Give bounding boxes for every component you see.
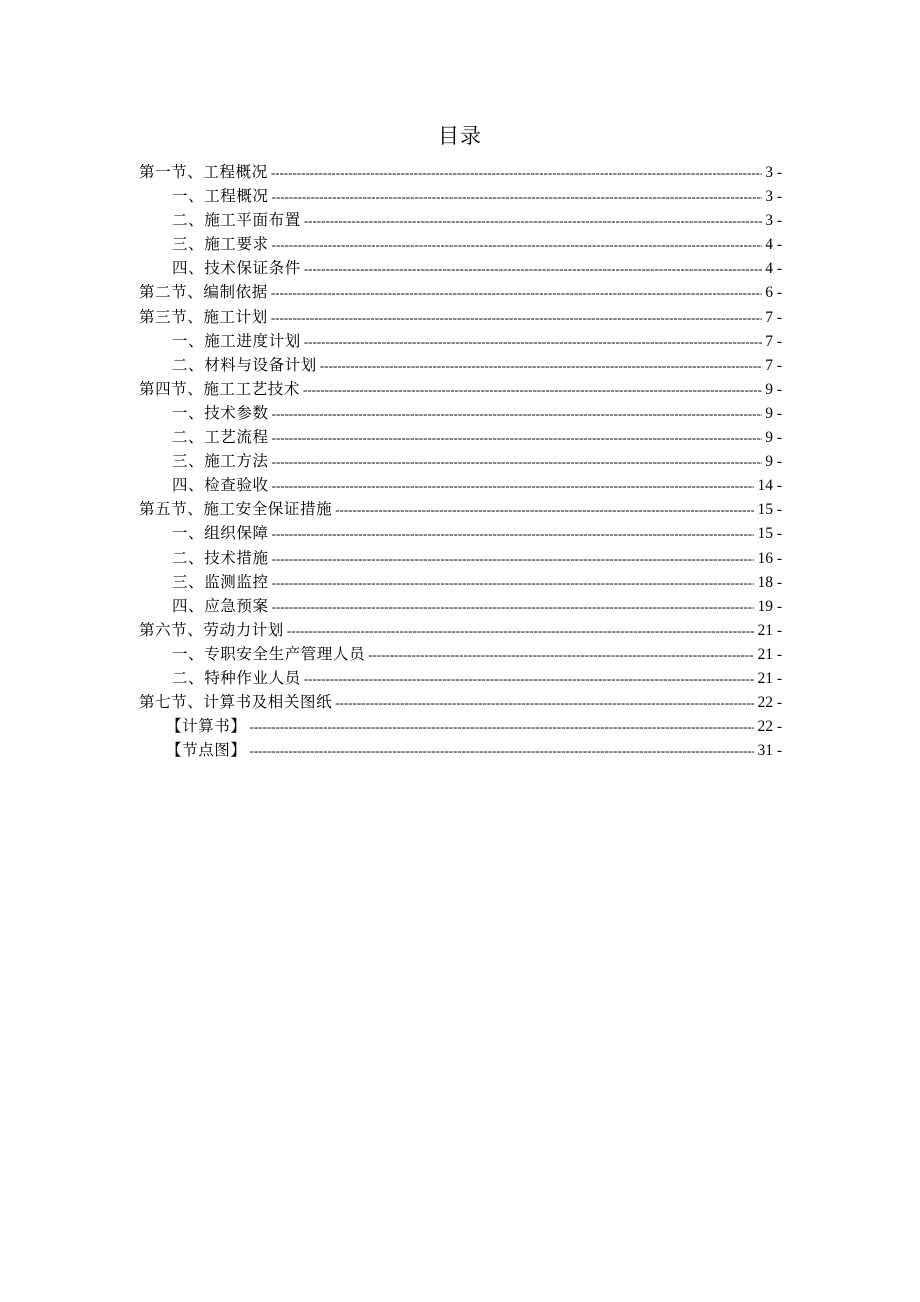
toc-entry-label: 一、技术参数 <box>172 403 269 422</box>
toc-page-number: 7 - <box>765 308 782 326</box>
toc-page-number: 7 - <box>765 332 782 350</box>
toc-page-number: 21 - <box>757 621 782 639</box>
toc-entry-subsection[interactable] <box>139 184 782 208</box>
toc-dot-leader <box>300 378 762 401</box>
toc-dot-leader <box>301 667 755 690</box>
toc-entry-label: 四、检查验收 <box>172 476 269 495</box>
toc-page-number: 22 - <box>757 718 782 736</box>
toc-entry-subsection[interactable] <box>139 642 782 666</box>
toc-page-number: 21 - <box>757 669 782 687</box>
toc-dot-leader <box>269 402 763 425</box>
toc-page-number: 14 - <box>757 477 782 495</box>
toc-entry-subsection[interactable] <box>139 232 782 256</box>
toc-dot-leader <box>269 522 755 545</box>
toc-dot-leader <box>269 547 755 570</box>
toc-entry-subsection[interactable] <box>139 473 782 497</box>
toc-entry-label: 【计算书】 <box>166 717 247 736</box>
toc-entry-label: 第二节、编制依据 <box>139 283 268 302</box>
toc-entry-label: 二、特种作业人员 <box>172 668 301 687</box>
toc-entry-subsection[interactable] <box>139 570 782 594</box>
toc-page-number: 15 - <box>757 525 782 543</box>
toc-entry-label: 第四节、施工工艺技术 <box>139 379 301 398</box>
toc-dot-leader <box>269 571 755 594</box>
toc-dot-leader <box>247 739 755 762</box>
toc-dot-leader <box>269 426 763 449</box>
toc-entry-label: 一、施工进度计划 <box>172 331 301 350</box>
toc-entry-label: 一、专职安全生产管理人员 <box>172 644 366 663</box>
toc-entry-label: 三、施工方法 <box>172 452 269 471</box>
toc-entry-label: 第六节、劳动力计划 <box>139 620 284 639</box>
toc-entry-subsection[interactable] <box>139 208 782 232</box>
toc-dot-leader <box>269 474 755 497</box>
toc-entry-label: 【节点图】 <box>166 741 247 760</box>
toc-entry-subsection[interactable] <box>139 449 782 473</box>
toc-entry-calculation-book[interactable] <box>139 714 782 738</box>
toc-entry-subsection[interactable] <box>139 401 782 425</box>
toc-entry-label: 第七节、计算书及相关图纸 <box>139 693 333 712</box>
toc-page-number: 6 - <box>765 284 782 302</box>
toc-list <box>139 160 782 762</box>
toc-dot-leader <box>269 595 755 618</box>
toc-entry-section-3[interactable] <box>139 305 782 329</box>
toc-dot-leader <box>332 498 754 521</box>
toc-page-number: 31 - <box>757 742 782 760</box>
toc-entry-subsection[interactable] <box>139 256 782 280</box>
toc-entry-label: 三、施工要求 <box>172 235 269 254</box>
toc-entry-label: 二、材料与设备计划 <box>172 355 317 374</box>
toc-page-number: 3 - <box>765 188 782 206</box>
toc-entry-label: 二、施工平面布置 <box>172 211 301 230</box>
toc-entry-node-drawing[interactable] <box>139 738 782 762</box>
toc-page-number: 9 - <box>765 429 782 447</box>
toc-page-number: 7 - <box>765 356 782 374</box>
toc-entry-subsection[interactable] <box>139 329 782 353</box>
toc-page-number: 3 - <box>765 212 782 230</box>
toc-entry-label: 第五节、施工安全保证措施 <box>139 500 333 519</box>
toc-page-number: 4 - <box>765 236 782 254</box>
toc-entry-section-4[interactable] <box>139 377 782 401</box>
toc-entry-label: 一、组织保障 <box>172 524 269 543</box>
toc-entry-subsection[interactable] <box>139 666 782 690</box>
toc-dot-leader <box>365 643 754 666</box>
toc-page-number: 19 - <box>757 597 782 615</box>
toc-entry-label: 第三节、施工计划 <box>139 307 268 326</box>
toc-entry-label: 四、技术保证条件 <box>172 259 301 278</box>
toc-dot-leader <box>268 281 762 304</box>
toc-dot-leader <box>317 354 762 377</box>
toc-dot-leader <box>301 257 762 280</box>
toc-page-number: 3 - <box>765 164 782 181</box>
toc-entry-section-2[interactable] <box>139 280 782 304</box>
toc-dot-leader <box>269 233 763 256</box>
toc-dot-leader <box>268 306 762 329</box>
toc-dot-leader <box>247 715 755 738</box>
toc-dot-leader <box>301 330 762 353</box>
toc-page-number: 18 - <box>757 573 782 591</box>
toc-page-number: 9 - <box>765 404 782 422</box>
toc-entry-subsection[interactable] <box>139 425 782 449</box>
toc-entry-section-6[interactable] <box>139 618 782 642</box>
toc-entry-label: 二、工艺流程 <box>172 428 269 447</box>
toc-entry-label: 一、工程概况 <box>172 187 269 206</box>
toc-dot-leader <box>268 161 762 184</box>
toc-page-number: 9 - <box>765 453 782 471</box>
toc-page-number: 4 - <box>765 260 782 278</box>
toc-page-number: 22 - <box>757 694 782 712</box>
toc-entry-subsection[interactable] <box>139 546 782 570</box>
toc-entry-subsection[interactable] <box>139 521 782 545</box>
toc-dot-leader <box>284 619 755 642</box>
toc-entry-subsection[interactable] <box>139 594 782 618</box>
toc-entry-subsection[interactable] <box>139 353 782 377</box>
toc-entry-section-1[interactable] <box>139 160 782 184</box>
toc-entry-label: 三、监测监控 <box>172 572 269 591</box>
toc-page-number: 16 - <box>757 549 782 567</box>
toc-entry-label: 二、技术措施 <box>172 548 269 567</box>
toc-page-number: 21 - <box>757 645 782 663</box>
toc-entry-label: 第一节、工程概况 <box>139 163 268 181</box>
toc-entry-section-5[interactable] <box>139 497 782 521</box>
toc-title: 目录 <box>438 124 482 148</box>
toc-dot-leader <box>301 209 762 232</box>
toc-dot-leader <box>269 185 763 208</box>
toc-dot-leader <box>269 450 763 473</box>
toc-entry-section-7[interactable] <box>139 690 782 714</box>
toc-page-number: 15 - <box>757 501 782 519</box>
toc-entry-label: 四、应急预案 <box>172 596 269 615</box>
toc-dot-leader <box>332 691 754 714</box>
toc-page-number: 9 - <box>765 380 782 398</box>
